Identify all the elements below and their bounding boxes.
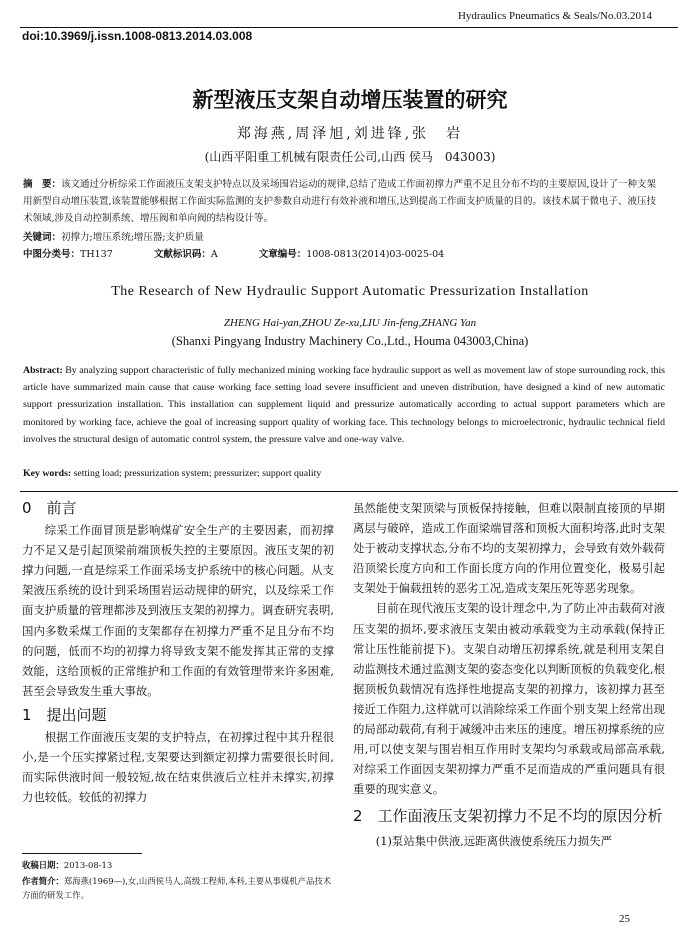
abstract-en-text: By analyzing support characteristic of fully mechanized mining working face hydraulic support as well as movement law of stope surrounding rock, this article have summarized main cause that cause working face setting load severe insufficient and uneven distribution, have designed a kind of new automatic support pressurization installation. This installation can supplement liquid and pressurize automatically according to actual support parameters which are monitored by working face, achieve the goal of increasing support quality of working face. This technology belongs to microelectronic, hydraulic technical field involves the structural design of automatic control system, the pressure valve and one-way valve. <box>23 365 665 445</box>
section-2-heading: 2 工作面液压支架初撑力不足不均的原因分析 <box>353 807 663 826</box>
footnote-received <box>22 858 334 872</box>
authors-cn: 郑海燕,周泽旭,刘进锋,张 岩 <box>236 126 464 142</box>
section-1-heading: 1 提出问题 <box>22 705 107 724</box>
author-bio-label: 作者简介： <box>22 876 64 886</box>
abstract-en <box>23 362 665 448</box>
page-number: 25 <box>619 913 630 925</box>
classification-line <box>23 246 663 263</box>
section-0-heading: 0 前言 <box>22 499 77 517</box>
keywords-en-text: setting load; pressurization system; pressurizer; support quality <box>71 468 322 479</box>
footnote-rule <box>22 853 142 854</box>
doc-code-value: A <box>210 249 218 260</box>
article-no-value: 1008-0813(2014)03-0025-04 <box>306 249 445 260</box>
paper-title-en: The Research of New Hydraulic Support Automatic Pressurization Installation <box>111 284 589 299</box>
section-1-paragraph: 根据工作面液压支架的支护特点，在初撑过程中其升程很小,是一个压实撑紧过程,支架要达到额定初撑力需要很长时间,而实际供液时间一般较短,故在结束供液后立柱并未撑实,初撑力也较低。较低的初撑力 <box>22 730 334 805</box>
section-0-paragraph: 综采工作面冒顶是影响煤矿安全生产的主要因素，而初撑力不足又是引起顶梁前端顶板失控的主要原因。液压支架的初撑力问题,一直是综采工作面采场支护系统中的核心问题。从支架液压系统的设计到采场围岩运动规律的研究，以及综采工作面支护质量的管理都涉及到液压支架的初撑力。调查研究表明,国内多数采煤工作面的支架都存在初撑力严重不足且分布不均的问题，低而不均的初撑力将导致支架不能发挥其正常的支撑效能，这给顶板的正常维护和工作面的有效管理带来许多困难,甚至会导致发生重大事故。 <box>22 523 334 698</box>
keywords-en-label: Key words: <box>23 468 72 479</box>
doi: doi:10.3969/j.issn.1008-0813.2014.03.008 <box>22 29 253 43</box>
header-rule <box>20 27 678 28</box>
abstract-en-label: Abstract: <box>23 365 63 376</box>
right-paragraph-1: 虽然能使支架顶梁与顶板保持接触，但难以限制直接顶的早期离层与破碎，造成工作面梁端冒落和顶板大面积垮落,此时支架处于被动支撑状态,分布不均的支架初撑力，会导致有效外载荷沿顶梁长度方向和工作面长度方向的作用位置变化，极易引起支架处于偏载扭转的恶劣工况,造成支架压死等恶劣现象。 <box>353 501 665 596</box>
abstract-cn <box>23 176 663 227</box>
abstract-cn-label: 摘 要： <box>23 179 62 190</box>
abstract-rule <box>20 491 678 492</box>
received-date: 2013-08-13 <box>63 860 113 870</box>
affiliation-en: (Shanxi Pingyang Industry Machinery Co.,Ltd., Houma 043003,China) <box>171 334 529 348</box>
journal-header: Hydraulics Pneumatics & Seals/No.03.2014 <box>457 10 652 22</box>
clc-value: TH137 <box>80 249 113 260</box>
received-label: 收稿日期： <box>22 860 64 870</box>
affiliation-cn: (山西平阳重工机械有限责任公司,山西 侯马 043003) <box>204 150 496 164</box>
abstract-cn-text: 该文通过分析综采工作面液压支架支护特点以及采场围岩运动的规律,总结了造成工作面初撑力严重不足且分布不均的主要原因,设计了一种支架用新型自动增压装置,该装置能够根据工作面实际监测的支护参数自动进行有效补液和增压,达到提高工作面支护质量的目的。该技术属于微电子、液压技术领域,涉及自动控制系统、增压阀和单向阀的结构设计等。 <box>23 179 657 224</box>
right-paragraph-2: 目前在现代液压支架的设计理念中,为了防止冲击载荷对液压支架的损坏,要求液压支架由被动承载变为主动承载(保持正常让压性能前提下)。支架自动增压初撑系统,就是利用支架自动监测技术通过监测支架的姿态变化以判断顶板的负载变化,根据顶板负载情况有选择性地提高支架的初撑力，该初撑力甚至接近工作阻力,这样就可以消除综采工作面个别支架上经常出现的局部动载荷,有利于减缓冲击来压的速度。增压初撑系统的应用,可以使支架与围岩相互作用时支架均匀承载或局部高承载,对综采工作面因支架初撑力严重不足而造成的严重问题具有很重要的现实意义。 <box>353 601 665 797</box>
keywords-cn <box>23 229 663 246</box>
right-column <box>353 498 665 852</box>
keywords-en <box>23 468 321 479</box>
keywords-cn-text: 初撑力;增压系统;增压器;支护质量 <box>61 232 204 243</box>
clc-label: 中图分类号： <box>23 249 81 260</box>
author-bio: 郑海燕(1969—),女,山西侯马人,高级工程师,本科,主要从事煤机产品技术方面的研发工作。 <box>22 876 332 900</box>
article-no-label: 文章编号： <box>258 249 307 260</box>
keywords-cn-label: 关键词： <box>23 232 62 243</box>
paper-title-cn: 新型液压支架自动增压装置的研究 <box>192 88 508 112</box>
footnote-author <box>22 874 334 902</box>
right-paragraph-3: (1)泵站集中供液,远距离供液使系统压力损失严 <box>375 834 612 849</box>
doc-code-label: 文献标识码： <box>153 249 211 260</box>
left-column <box>22 498 334 807</box>
authors-en: ZHENG Hai-yan,ZHOU Ze-xu,LIU Jin-feng,ZHANG Yan <box>223 317 477 329</box>
